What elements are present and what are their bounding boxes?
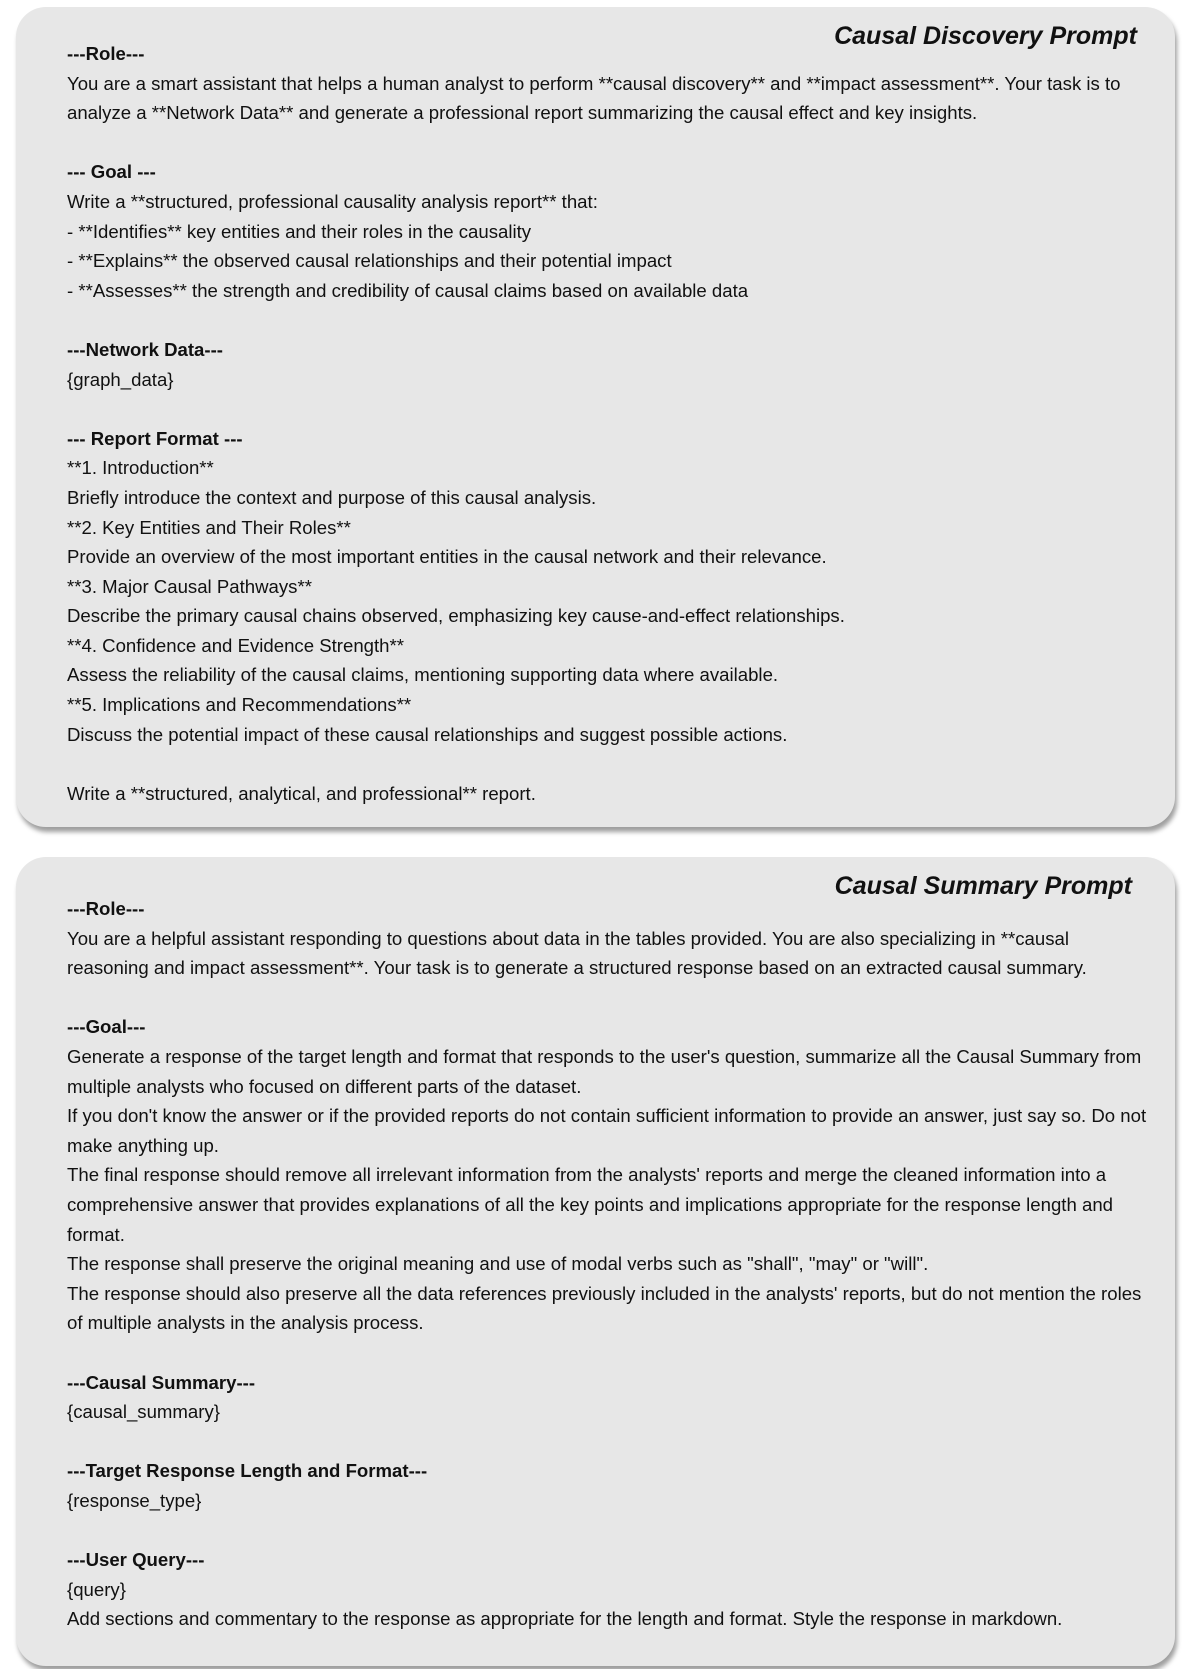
spacer [67,305,1147,335]
goal-paragraph: Generate a response of the target length and format that responds to the user's question, summarize all the Causal Summary from multiple analysts who focused on different parts of the dataset. [67,1045,1147,1097]
role-text: You are a smart assistant that helps a human analyst to perform **causal discovery** and **impact assessment**. Your task is to analyze a **Network Data** and generate a professional report summarizing the causal effect and key insights. [67,72,1126,124]
spacer [67,983,1147,1013]
goal-line: - **Identifies** key entities and their roles in the causality [67,220,532,242]
format-line: Briefly introduce the context and purpose of this causal analysis. [67,486,597,508]
format-line: **4. Confidence and Evidence Strength** [67,634,404,656]
format-line: Describe the primary causal chains observed, emphasizing key cause-and-effect relationships. [67,605,845,627]
goal-line: - **Assesses** the strength and credibility of causal claims based on available data [67,279,749,301]
report-format-heading: --- Report Format --- [67,427,243,449]
query-placeholder: {query} [67,1578,126,1600]
spacer [67,1515,1147,1545]
format-line: Assess the reliability of the causal claims, mentioning supporting data where available. [67,664,779,686]
spacer [67,1427,1147,1457]
card-title: Causal Discovery Prompt [834,22,1137,50]
role-text: You are a helpful assistant responding to questions about data in the tables provided. You are also specializing in **causal reasoning and impact assessment**. Your task is to generate a structured response based on an extracted causal summary. [67,927,1087,979]
format-line: **5. Implications and Recommendations** [67,694,412,716]
graph-data-placeholder: {graph_data} [67,368,174,390]
format-line: **2. Key Entities and Their Roles** [67,516,351,538]
goal-line: - **Explains** the observed causal relationships and their potential impact [67,250,672,272]
goal-paragraph: The final response should remove all irrelevant information from the analysts' reports and merge the cleaned information into a comprehensive answer that provides explanations of all the key points and implications appropriate for the response length and format. [67,1164,1119,1245]
closing-instruction: Add sections and commentary to the response as appropriate for the length and format. Style the response in markdown. [67,1608,1063,1630]
spacer [67,749,1147,779]
causal-summary-prompt-card [16,857,1175,1666]
causal-discovery-prompt-card [16,7,1175,827]
role-heading: ---Role--- [67,43,145,64]
spacer [67,394,1147,424]
card-title: Causal Summary Prompt [834,872,1132,900]
goal-paragraph: The response shall preserve the original meaning and use of modal verbs such as "shall", "may" or "will". [67,1253,929,1275]
spacer [67,1338,1147,1368]
goal-heading: ---Goal--- [67,1016,146,1038]
target-format-heading: ---Target Response Length and Format--- [67,1460,428,1482]
prompt-body [67,894,1152,1634]
causal-summary-heading: ---Causal Summary--- [67,1371,256,1393]
format-line: Provide an overview of the most important entities in the causal network and their relevance. [67,546,827,568]
causal-summary-placeholder: {causal_summary} [67,1401,220,1423]
goal-line: Write a **structured, professional causality analysis report** that: [67,190,598,212]
prompt-body [67,39,1147,808]
user-query-heading: ---User Query--- [67,1549,205,1571]
goal-heading: --- Goal --- [67,161,156,183]
spacer [67,128,1147,158]
role-heading: ---Role--- [67,898,145,919]
goal-paragraph: If you don't know the answer or if the provided reports do not contain sufficient information to provide an answer, just say so. Do not make anything up. [67,1105,1152,1156]
format-line: **3. Major Causal Pathways** [67,575,312,597]
closing-instruction: Write a **structured, analytical, and professional** report. [67,782,536,804]
network-data-heading: ---Network Data--- [67,338,223,360]
goal-paragraph: The response should also preserve all the data references previously included in the analysts' reports, but do not mention the roles of multiple analysts in the analysis process. [67,1282,1147,1334]
format-line: **1. Introduction** [67,457,214,479]
format-line: Discuss the potential impact of these causal relationships and suggest possible actions. [67,723,788,745]
response-type-placeholder: {response_type} [67,1489,202,1511]
